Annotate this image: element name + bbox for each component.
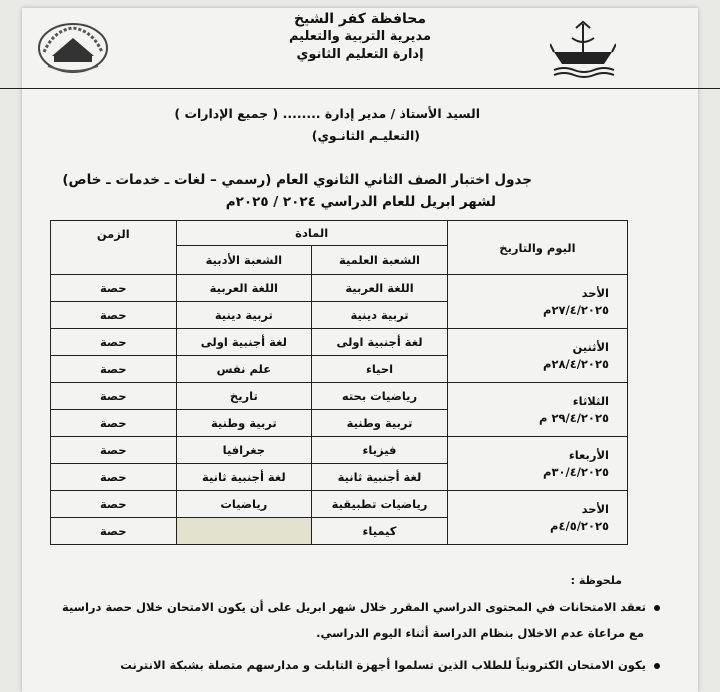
day-name: الأربعاء [568,447,609,462]
science-subject: تربية دينية [312,302,448,329]
note-1-line-2: مع مراعاة عدم الاخلال بنظام الدراسة أثناء اليوم الدراسي. [316,626,644,640]
science-subject: فيزياء [312,437,448,464]
exam-time: حصة [51,518,177,545]
table-row [51,491,628,518]
day-date: ٤/٥/٢٠٢٥م [550,518,609,533]
science-subject: تربية وطنية [312,410,448,437]
literary-subject: تربية دينية [176,302,312,329]
exam-time: حصة [51,437,177,464]
exam-time: حصة [51,302,177,329]
science-subject: اللغة العربية [312,275,448,302]
day-cell [447,383,627,437]
directorate-emblem-icon [34,20,112,76]
exam-schedule-table [50,220,628,545]
literary-subject: رياضيات [176,491,312,518]
governorate-emblem-icon [550,18,616,78]
header-subject: المادة [176,221,447,246]
exam-time: حصة [51,275,177,302]
note-2-line-1 [120,658,660,672]
exam-time: حصة [51,329,177,356]
table-row [51,437,628,464]
science-subject: رياضيات تطبيقية [312,491,448,518]
day-date: ٢٨/٤/٢٠٢٥م [543,356,609,371]
science-subject: لغة أجنبية ثانية [312,464,448,491]
schedule-subtitle: لشهر ابريل للعام الدراسي ٢٠٢٤ / ٢٠٢٥م [225,194,496,210]
day-cell [447,329,627,383]
day-cell [447,275,627,329]
science-subject: كيمياء [312,518,448,545]
schedule-title: جدول اختبار الصف الثاني الثانوي العام (رسمي – لغات ـ خدمات ـ خاص) [62,172,532,188]
exam-time: حصة [51,464,177,491]
bullet-icon [654,605,660,611]
science-subject: احياء [312,356,448,383]
day-date: ٣٠/٤/٢٠٢٥م [543,464,609,479]
literary-subject: تربية وطنية [176,410,312,437]
note-1-text: تعقد الامتحانات في المحتوى الدراسي المقرر خلال شهر ابريل على أن يكون الامتحان خلال حصة دراسية [62,600,646,614]
literary-subject-empty [176,518,312,545]
day-date: ٢٧/٤/٢٠٢٥م [543,302,609,317]
literary-subject: اللغة العربية [176,275,312,302]
header-time: الزمن [51,221,177,275]
addressee-line: السيد الأستاذ / مدير إدارة ........ ( جميع الإدارات ) [174,106,480,121]
exam-time: حصة [51,410,177,437]
day-name: الأثنين [572,339,609,354]
table-row [51,383,628,410]
header-literary-branch: الشعبة الأدبية [176,246,312,275]
table-row [51,329,628,356]
day-date: ٢٩/٤/٢٠٢٥ م [539,410,609,425]
day-cell [447,491,627,545]
exam-time: حصة [51,491,177,518]
bullet-icon [654,663,660,669]
literary-subject: جغرافيا [176,437,312,464]
directorate-name: مديرية التربية والتعليم [288,29,432,44]
exam-time: حصة [51,383,177,410]
literary-subject: لغة أجنبية اولى [176,329,312,356]
administration-name: إدارة التعليم الثانوي [296,47,424,62]
day-name: الأحد [581,501,609,516]
science-subject: رياضيات بحته [312,383,448,410]
header-science-branch: الشعبة العلمية [312,246,448,275]
notes-title: ملحوظة : [570,574,622,587]
day-name: الأحد [581,285,609,300]
literary-subject: تاريخ [176,383,312,410]
day-cell [447,437,627,491]
literary-subject: لغة أجنبية ثانية [176,464,312,491]
addressee-subline: (التعليـم الثانـوي) [311,128,420,143]
governorate-name: محافظة كفر الشيخ [293,11,427,27]
header-day-date: اليوم والتاريخ [447,221,627,275]
letterhead [222,10,498,64]
exam-time: حصة [51,356,177,383]
literary-subject: علم نفس [176,356,312,383]
day-name: الثلاثاء [572,393,609,408]
table-row [51,275,628,302]
note-2-text: يكون الامتحان الكترونياً للطلاب الذين تسلموا أجهزة التابلت و مدارسهم متصلة بشبكة الانترنت [120,658,646,672]
science-subject: لغة أجنبية اولى [312,329,448,356]
header-divider [0,88,720,89]
note-1-line-1 [62,600,660,614]
